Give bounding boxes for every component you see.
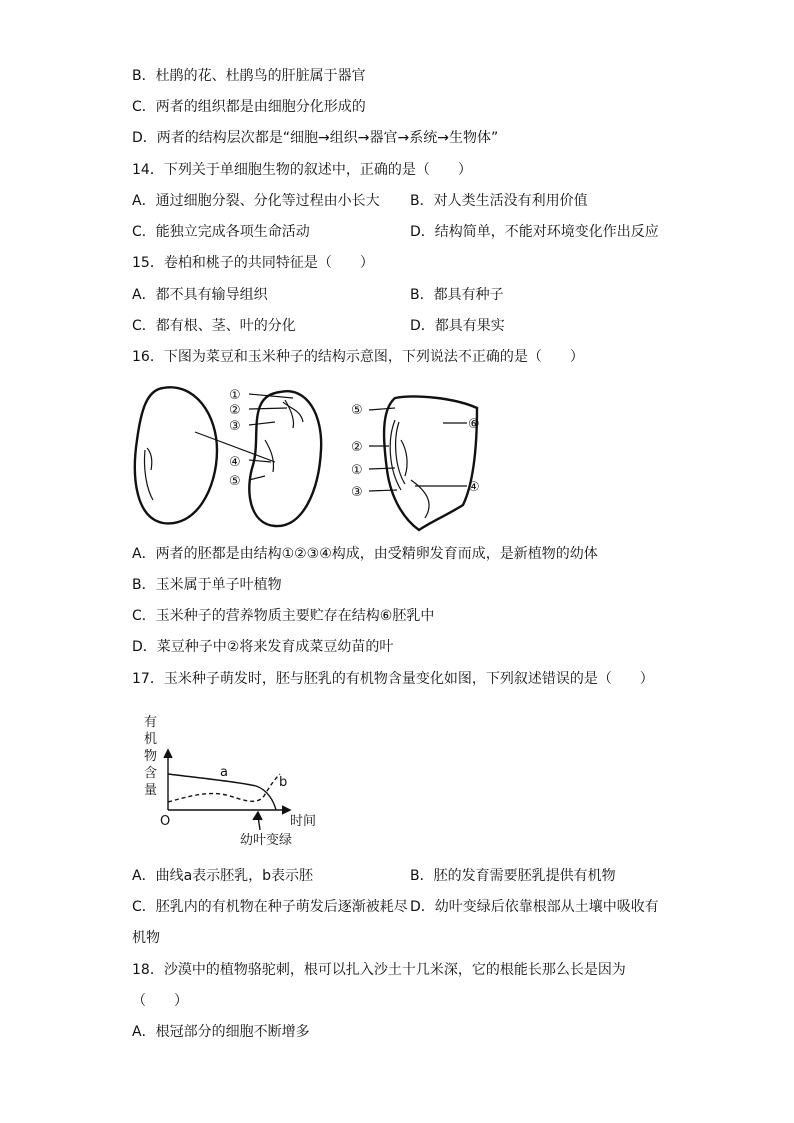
curve-b-label: b (279, 775, 288, 790)
corn-label-5: ⑤ (351, 403, 363, 418)
option-17c: C．胚乳内的有机物在种子萌发后逐渐被耗尽 (132, 899, 408, 915)
question-18: 18．沙漠中的植物骆驼刺，根可以扎入沙土十几米深，它的根能长那么长是因为 (132, 962, 626, 978)
option-15a: A．都不具有输导组织 (132, 287, 268, 303)
option-14a: A．通过细胞分裂、分化等过程由小长大 (132, 193, 380, 209)
bean-label-1: ① (229, 388, 241, 403)
option-17b: B．胚的发育需要胚乳提供有机物 (410, 868, 616, 884)
bean-label-2: ② (229, 403, 241, 418)
corn-label-3: ③ (351, 485, 363, 500)
corn-label-2: ② (351, 440, 363, 455)
option-14d: D．结构简单，不能对环境变化作出反应 (410, 224, 659, 240)
option-15d: D．都具有果实 (410, 318, 505, 334)
question-14: 14．下列关于单细胞生物的叙述中，正确的是（ ） (132, 162, 472, 178)
corn-label-4: ④ (468, 480, 480, 495)
option-18a: A．根冠部分的细胞不断增多 (132, 1024, 310, 1040)
question-18-blank: （ ） (132, 993, 188, 1009)
bean-label-3: ③ (229, 419, 241, 434)
y-label-char-3: 物 (144, 749, 158, 764)
option-14c: C．能独立完成各项生命活动 (132, 224, 310, 240)
question-16: 16．下图为菜豆和玉米种子的结构示意图，下列说法不正确的是（ ） (132, 349, 584, 365)
corn-label-6: ⑥ (468, 417, 480, 432)
option-15b: B．都具有种子 (410, 287, 504, 303)
option-17d-continued: 机物 (132, 930, 160, 946)
option-13c: C．两者的组织都是由细胞分化形成的 (132, 99, 366, 115)
option-17d: D．幼叶变绿后依靠根部从土壤中吸收有 (410, 899, 659, 915)
y-label-char-5: 量 (144, 783, 158, 798)
corn-seed-outline (384, 396, 477, 530)
seed-structure-figure (125, 380, 505, 540)
option-16a: A．两者的胚都是由结构①②③④构成，由受精卵发育而成，是新植物的幼体 (132, 546, 598, 562)
bean-seed-open-outline (249, 391, 321, 526)
x-axis-label: 时间 (290, 814, 317, 829)
option-17a: A．曲线a表示胚乳，b表示胚 (132, 868, 314, 884)
option-15c: C．都有根、茎、叶的分化 (132, 318, 296, 334)
option-13b: B．杜鹃的花、杜鹃鸟的肝脏属于器官 (132, 68, 366, 84)
origin-label: O (160, 814, 171, 829)
bean-seed-outline (135, 387, 217, 523)
curve-a-label: a (220, 765, 228, 780)
bean-label-4: ④ (229, 455, 241, 470)
y-label-char-2: 机 (144, 732, 158, 747)
option-13d: D．两者的结构层次都是“细胞→组织→器官→系统→生物体” (132, 130, 499, 146)
y-label-char-4: 含 (144, 766, 158, 781)
option-16d: D．菜豆种子中②将来发育成菜豆幼苗的叶 (132, 639, 394, 655)
question-15: 15．卷柏和桃子的共同特征是（ ） (132, 255, 374, 271)
option-16c: C．玉米种子的营养物质主要贮存在结构⑥胚乳中 (132, 608, 435, 624)
option-16b: B．玉米属于单子叶植物 (132, 577, 282, 593)
bean-label-5: ⑤ (229, 474, 241, 489)
question-17: 17．玉米种子萌发时，胚与胚乳的有机物含量变化如图，下列叙述错误的是（ ） (132, 671, 654, 687)
organic-matter-figure (140, 710, 330, 850)
option-14b: B．对人类生活没有利用价值 (410, 193, 588, 209)
y-label-char-1: 有 (144, 715, 158, 730)
annotation-label: 幼叶变绿 (240, 833, 293, 848)
corn-label-1: ① (351, 463, 363, 478)
